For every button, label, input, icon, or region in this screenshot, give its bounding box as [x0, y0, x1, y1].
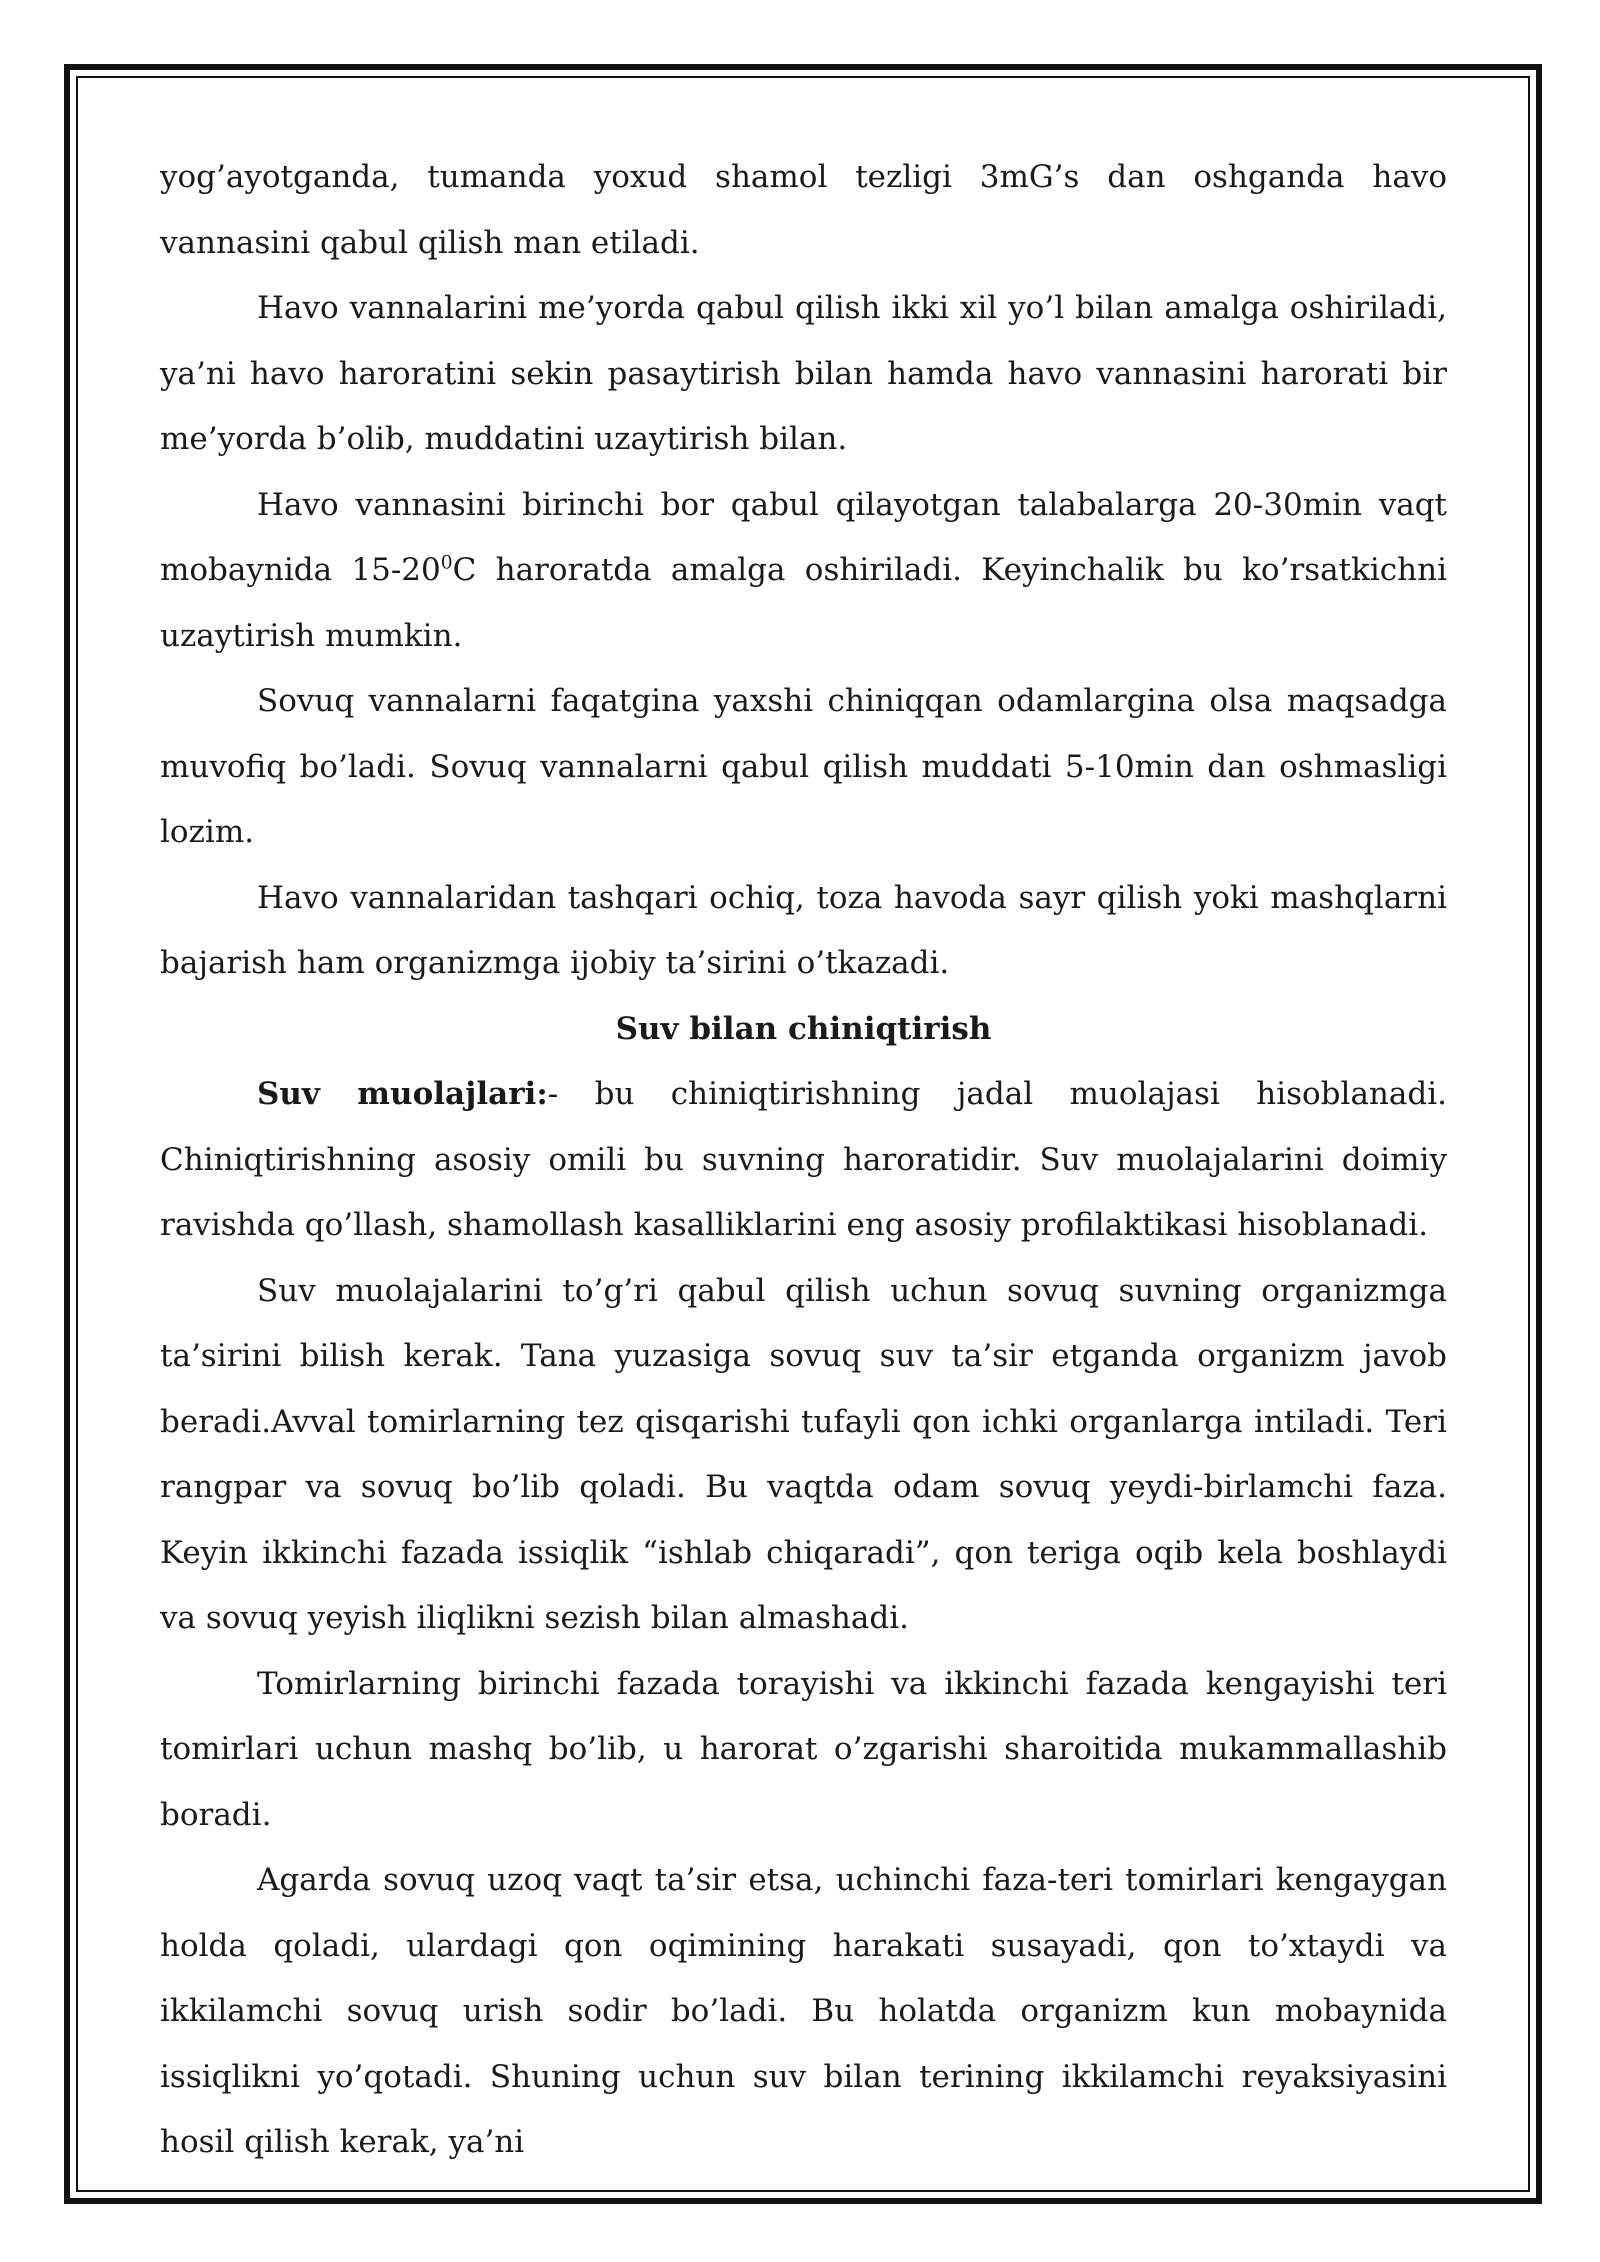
paragraph-7: Suv muolajalarini to’g’ri qabul qilish uchun sovuq suvning organizmga ta’sirini bilish kerak. Tana yuzasiga sovuq suv ta’sir etganda organizm javob beradi.Avval tomirlarning tez qisqarishi tufayli qon ichki organlarga intiladi. Teri rangpar va sovuq bo’lib qoladi. Bu vaqtda odam sovuq yeydi-birlamchi faza. Keyin ikkinchi fazada issiqlik “ishlab chiqaradi”, qon teriga oqib kela boshlaydi va sovuq yeyish iliqlikni sezish bilan almashadi. — [160, 1272, 1447, 1636]
paragraph-3-part-1: Havo vannasini birinchi bor qabul qilayotgan talabalarga 20-30min vaqt mobaynida 15-20 — [160, 486, 1447, 588]
paragraph-8: Tomirlarning birinchi fazada torayishi va ikkinchi fazada kengayishi teri tomirlari uchun mashq bo’lib, u harorat o’zgarishi sharoitida mukammallashib boradi. — [160, 1665, 1447, 1833]
paragraph-2: Havo vannalarini me’yorda qabul qilish ikki xil yo’l bilan amalga oshiriladi, ya’ni havo haroratini sekin pasaytirish bilan hamda havo vannasini harorati bir me’yorda b’olib, muddatini uzaytirish bilan. — [160, 290, 1447, 457]
paragraph-6 — [160, 1062, 1447, 1259]
paragraph-9: Agarda sovuq uzoq vaqt ta’sir etsa, uchinchi faza-teri tomirlari kengaygan holda qoladi, ulardagi qon oqimining harakati susayadi, qon to’xtaydi va ikkilamchi sovuq urish sodir bo’ladi. Bu holatda organizm kun mobaynida issiqlikni yo’qotadi. Shuning uchun suv bilan terining ikkilamchi reyaksiyasini hosil qilish kerak, ya’ni — [160, 1862, 1447, 2160]
term-label: Suv muolajlari: — [257, 1076, 548, 1112]
document-body — [160, 145, 1447, 2176]
paragraph-5: Havo vannalaridan tashqari ochiq, toza havoda sayr qilish yoki mashqlarni bajarish ham organizmga ijobiy ta’sirini o’tkazadi. — [160, 879, 1447, 981]
paragraph-3 — [160, 473, 1447, 670]
degree-superscript: 0 — [440, 552, 453, 574]
paragraph-4: Sovuq vannalarni faqatgina yaxshi chiniqqan odamlargina olsa maqsadga muvofiq bo’ladi. Sovuq vannalarni qabul qilish muddati 5-10min dan oshmasligi lozim. — [160, 683, 1447, 850]
paragraph-6-text: - bu chiniqtirishning jadal muolajasi hisoblanadi. Chiniqtirishning asosiy omili bu suvning haroratidir. Suv muolajalarini doimiy ravishda qo’llash, shamollash kasalliklarini eng asosiy profilaktikasi hisoblanadi. — [160, 1076, 1447, 1243]
paragraph-3-part-2: C haroratda amalga oshiriladi. Keyinchalik bu ko’rsatkichni uzaytirish mumkin. — [160, 552, 1448, 654]
section-heading: Suv bilan chiniqtirish — [615, 1010, 992, 1047]
paragraph-1: yog’ayotganda, tumanda yoxud shamol tezligi 3mG’s dan oshganda havo vannasini qabul qilish man etiladi. — [160, 159, 1447, 261]
